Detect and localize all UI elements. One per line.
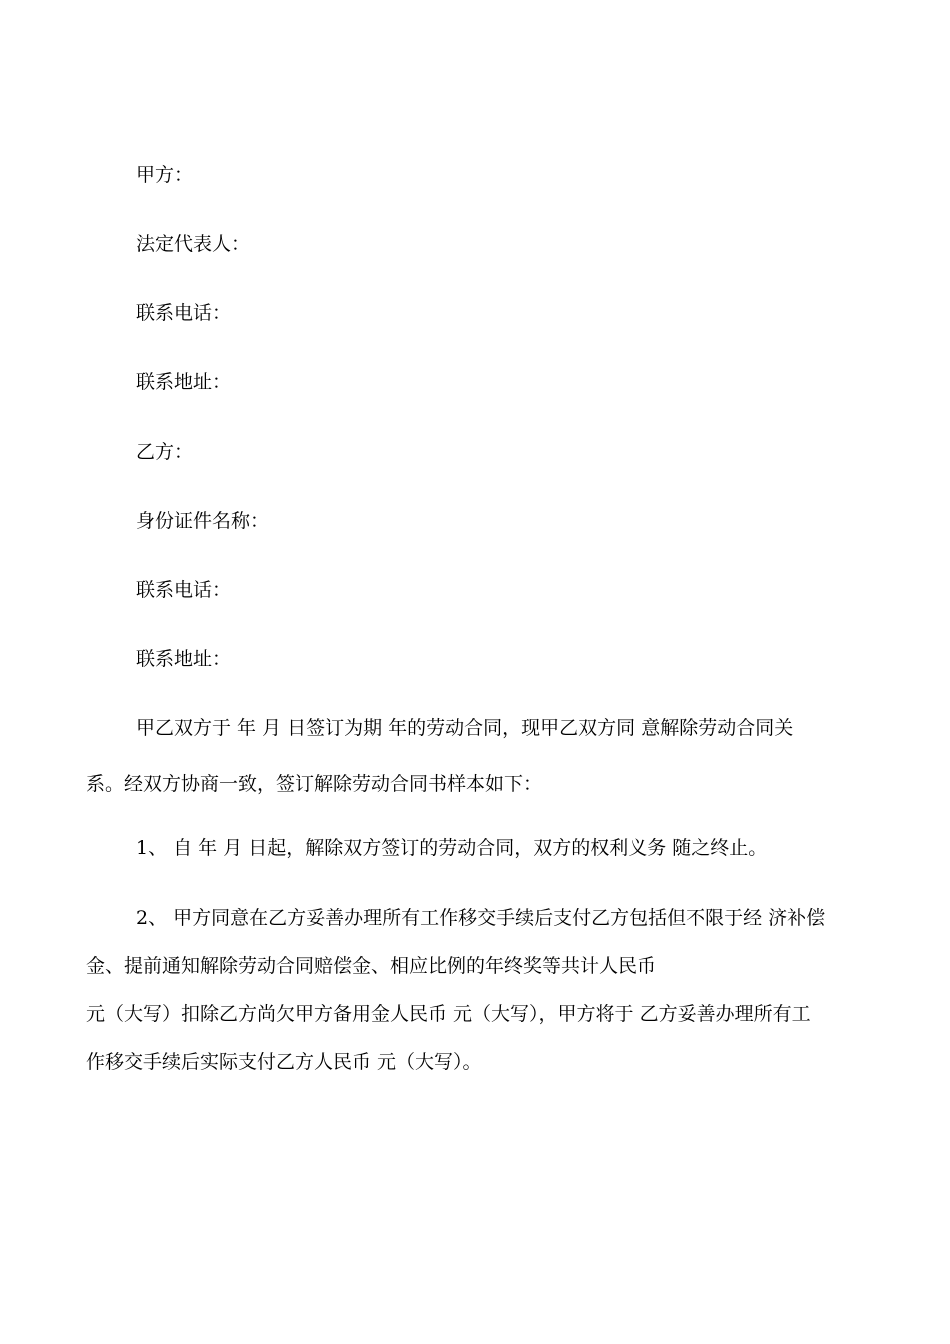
intro-line-1: 甲乙双方于 年 月 日签订为期 年的劳动合同，现甲乙双方同 意解除劳动合同关 xyxy=(136,717,794,739)
party-b-phone-label: 联系电话： xyxy=(136,579,232,601)
party-a-label: 甲方： xyxy=(136,164,194,186)
legal-representative-label: 法定代表人： xyxy=(136,233,251,255)
party-b-label: 乙方： xyxy=(136,441,194,463)
clause-2-line-4: 作移交手续后实际支付乙方人民币 元（大写）。 xyxy=(86,1051,482,1073)
clause-1-line: 1、 自 年 月 日起，解除双方签订的劳动合同，双方的权利义务 随之终止。 xyxy=(136,837,768,859)
clause-2-line-2: 金、提前通知解除劳动合同赔偿金、相应比例的年终奖等共计人民币 xyxy=(86,955,657,977)
party-a-phone-label: 联系电话： xyxy=(136,302,232,324)
clause-1-paragraph xyxy=(86,836,767,860)
intro-line-2: 系。经双方协商一致，签订解除劳动合同书样本如下： xyxy=(86,773,543,795)
id-document-name-label: 身份证件名称： xyxy=(136,510,270,532)
intro-paragraph xyxy=(86,716,793,796)
clause-2-line-1: 2、 甲方同意在乙方妥善办理所有工作移交手续后支付乙方包括但不限于经 济补偿 xyxy=(136,907,826,929)
clause-2-paragraph xyxy=(86,906,825,1074)
clause-2-line-3: 元（大写）扣除乙方尚欠甲方备用金人民币 元（大写），甲方将于 乙方妥善办理所有工 xyxy=(86,1003,811,1025)
party-b-address-label: 联系地址： xyxy=(136,648,232,670)
party-a-address-label: 联系地址： xyxy=(136,371,232,393)
